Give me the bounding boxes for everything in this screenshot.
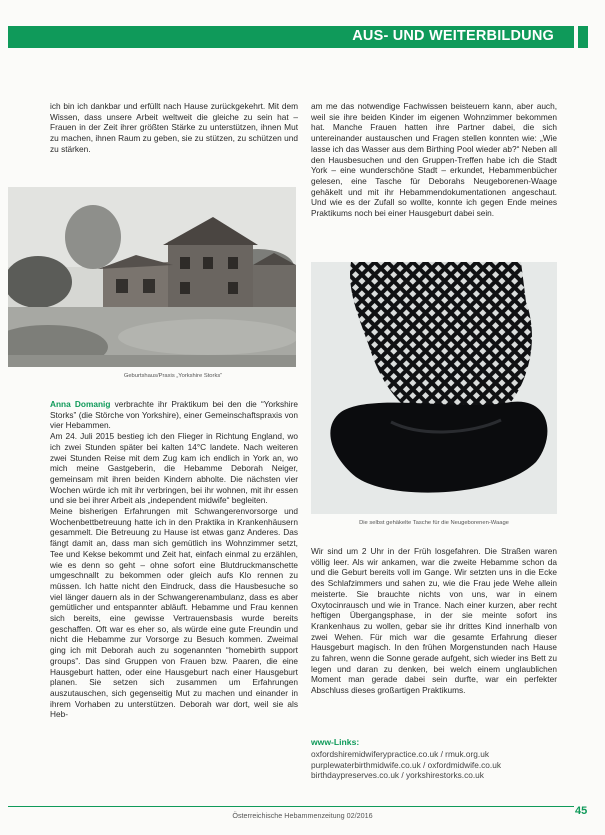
house-photo-caption: Geburtshaus/Praxis „Yorkshire Storks“	[123, 373, 223, 379]
footer-publication: Österreichische Hebammenzeitung 02/2016	[232, 811, 373, 820]
crocheted-bag-image	[311, 262, 557, 514]
links-heading: www-Links:	[311, 737, 360, 747]
header-tab-marker	[578, 26, 588, 48]
links-list	[311, 749, 557, 781]
author-name: Anna Domanig	[50, 399, 111, 409]
text-column-left-main	[50, 399, 298, 720]
paragraph: am me das notwendige Fachwissen beisteuern kann, aber auch, weil sie ihre beiden Kinder im eigenen Wohnzimmer bekommen hat. Manche Frauen hatten ihre Partner dabei, die sich untereinander austauschen und Fragen stellen konnten wie: „Wie lasse ich das Wasser aus dem Birthing Pool wieder ab?“ Neben all den Hausbesuchen und den Gruppen-Treffen habe ich die Stadt York – eine wunderschöne Stadt – erkundet, Hebammenbücher gelesen, eine Tasche für Deborahs Neugeborenen-Waage gehäkelt und mit ihr Hebammendokumentationen angeschaut. Und wie es der Zufall so wollte, konnte ich gegen Ende meines Praktikums noch bei einer Hausgeburt dabei sein.	[311, 101, 557, 219]
text-column-right-top	[311, 101, 557, 219]
intro-text: verbrachte ihr Praktikum bei den die “Yorkshire Storks” (die Störche von Yorkshire), einer Gemeinschaftspraxis von vier Hebammen.	[50, 399, 299, 431]
footer-divider	[8, 806, 574, 807]
link-line[interactable]: birthdaypreserves.co.uk / yorkshirestorks.co.uk	[311, 770, 484, 781]
paragraph: ich bin ich dankbar und erfüllt nach Hause zurückgekehrt. Mit dem Wissen, dass unsere Arbeit weltweit die gleiche zu sein hat – Frauen in der Zeit ihrer größten Stärke zu unterstützen, ihnen Mut zu machen, ihnen Raum zu geben, sie zu stützen, zu schützen und zu stärken.	[50, 101, 298, 154]
paragraph: Am 24. Juli 2015 bestieg ich den Flieger in Richtung England, wo ich zwei Stunden später bei kalten 14°C landete. Nach weiteren zwei Stunden Reise mit dem Zug kam ich endlich in York an, wo mich meine Gastgeberin, die Hebamme Deborah Neiger, gemeinsam mit ihren beiden Kindern abholte. Die nächsten vier Wochen würde ich mit ihr verbringen, bei ihr wohnen, mit ihr essen und sie bei ihrer Arbeit als „independent midwife“ begleiten.	[50, 431, 298, 506]
house-photo	[8, 187, 296, 367]
intro-paragraph	[50, 399, 298, 431]
page-number: 45	[575, 805, 588, 817]
section-title: AUS- UND WEITERBILDUNG	[352, 28, 554, 44]
bag-photo-caption: Die selbst gehäkelte Tasche für die Neugeborenen-Waage	[359, 520, 509, 526]
text-column-right-main	[311, 546, 557, 696]
link-line[interactable]: purplewaterbirthmidwife.co.uk / oxfordmidwife.co.uk	[311, 759, 501, 770]
paragraph: Wir sind um 2 Uhr in der Früh losgefahren. Die Straßen waren völlig leer. Als wir ankamen, war die zweite Hebamme schon da und die Geburt bereits voll im Gange. Wir setzten uns in die Ecke des Schlafzimmers und sahen zu, wie die Frau jede Wehe allein meisterte. Sie brauchte nichts von uns, war in einem Oxytocinrausch und wie in Trance. Nach einer kurzen, aber recht heftigen Übergangsphase, in der sie meinte sofort ins Krankenhaus zu wollen, gebar sie ihr drittes Kind innerhalb von zwei Wehen. Für mich war die gesamte Erfahrung dieser Hausgeburt magisch. In den frühen Morgenstunden nach Hause zu fahren, wenn die Sonne gerade aufgeht, sich wieder ins Bett zu legen und daran zu denken, bei welch einem unglaublichen Moment man gerade dabei sein durfte, war ein perfekter Abschluss dieses großartigen Praktikums.	[311, 546, 557, 696]
crocheted-bag-photo	[311, 262, 557, 514]
link-line[interactable]: oxfordshiremidwiferypractice.co.uk / rmuk.org.uk	[311, 749, 489, 759]
text-column-left-top	[50, 101, 298, 155]
paragraph: Meine bisherigen Erfahrungen mit Schwangerenvorsorge und Wochenbettbetreuung hatte ich in den Praktika in Krankenhäusern gesammelt. Die Betreuung zu Hause ist etwas ganz Anderes. Das fängt damit an, dass man sich gemütlich ins Wohnzimmer setzt, Tee und Kekse bekommt und Zeit hat, einfach einmal zu erzählen, wie es denn so geht – ohne sofort eine Blutdruckmanschette umgeschnallt zu bekommen oder gleich aufs Klo rennen zu müssen. Ich hatte nicht den Eindruck, dass die Hausbesuche so viel länger dauern als in der Schwangerenambulanz, dass es aber gemütlicher und entspannter abläuft. Hebamme und Frau kennen sich bereits, eine gewisse Vertrauensbasis wurde bereits geschaffen. Oft war es eher so, als würde eine gute Freundin und nicht die Hebamme zur Vorsorge zu Besuch kommen. Zweimal ging ich mit Deborah auch zu sogenannten “homebirth support groups”. Das sind Gruppen von Frauen bzw. Paaren, die eine Hausgeburt hatten, oder eine Hausgeburt nach einer Hausgeburt planen. Sie setzen sich zusammen um Erfahrungen auszutauschen, sich gegenseitig Mut zu machen und einander in ihrem Vorhaben zu unterstützen. Deborah war dort, weil sie als Heb-	[50, 506, 298, 720]
section-header-bar	[8, 26, 574, 48]
house-photo-image	[8, 187, 296, 367]
